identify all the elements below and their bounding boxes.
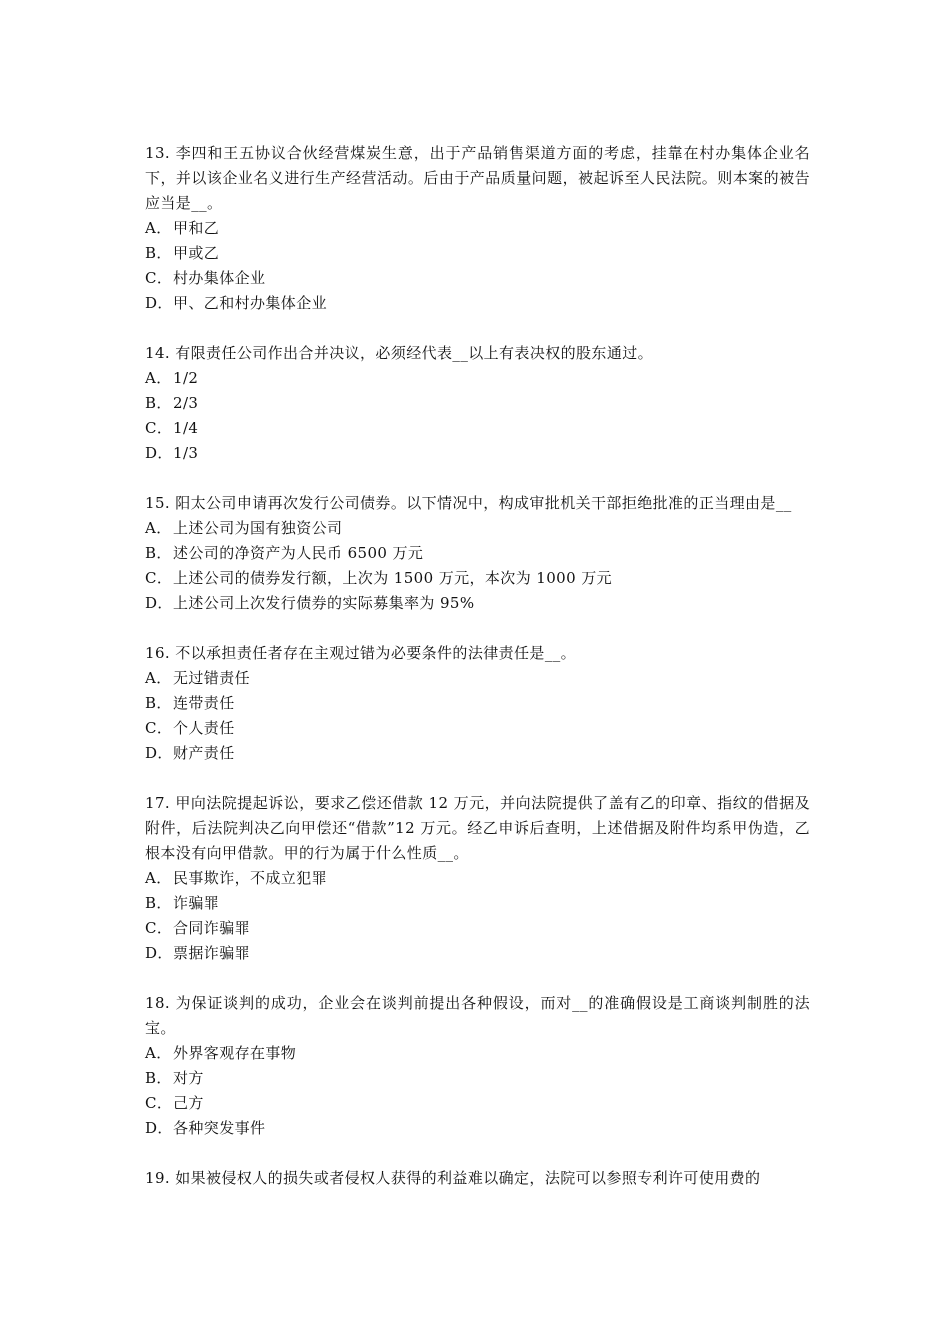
option-text: 上述公司上次发行债券的实际募集率为 95%: [173, 594, 475, 612]
option-text: 上述公司的债券发行额，上次为 1500 万元，本次为 1000 万元: [173, 569, 613, 587]
option-text: 票据诈骗罪: [173, 944, 251, 962]
option-letter: D．: [145, 294, 173, 312]
option-c: [145, 416, 810, 441]
option-text: 2/3: [173, 394, 199, 412]
option-text: 无过错责任: [173, 669, 251, 687]
option-letter: B．: [145, 544, 172, 562]
option-text: 甲和乙: [173, 219, 220, 237]
option-d: [145, 291, 810, 316]
option-a: [145, 366, 810, 391]
option-letter: B．: [145, 694, 172, 712]
option-b: [145, 1066, 810, 1091]
option-letter: B．: [145, 1069, 172, 1087]
option-letter: C．: [145, 719, 173, 737]
option-letter: B．: [145, 244, 172, 262]
option-a: [145, 516, 810, 541]
question-14: [145, 341, 810, 466]
option-b: [145, 541, 810, 566]
option-letter: B．: [145, 394, 172, 412]
option-c: [145, 566, 810, 591]
option-letter: D．: [145, 444, 173, 462]
option-a: [145, 1041, 810, 1066]
option-letter: D．: [145, 744, 173, 762]
option-letter: A．: [145, 519, 172, 537]
option-letter: A．: [145, 869, 172, 887]
option-letter: A．: [145, 219, 172, 237]
option-c: [145, 716, 810, 741]
option-letter: A．: [145, 669, 172, 687]
question-text: 18. 为保证谈判的成功，企业会在谈判前提出各种假设，而对__的准确假设是工商谈判制胜的法宝。: [145, 994, 810, 1037]
option-text: 财产责任: [173, 744, 235, 762]
question-19: [145, 1166, 810, 1191]
option-text: 甲、乙和村办集体企业: [173, 294, 328, 312]
option-d: [145, 941, 810, 966]
option-text: 1/4: [173, 419, 199, 437]
option-text: 连带责任: [173, 694, 235, 712]
option-a: [145, 216, 810, 241]
option-text: 个人责任: [173, 719, 235, 737]
question-15: [145, 491, 810, 616]
option-letter: D．: [145, 944, 173, 962]
option-text: 1/3: [173, 444, 199, 462]
option-a: [145, 866, 810, 891]
question-18: [145, 991, 810, 1141]
question-text: 15. 阳太公司申请再次发行公司债券。以下情况中，构成审批机关干部拒绝批准的正当理由是__: [145, 494, 792, 512]
document-page: [145, 141, 810, 1216]
option-letter: C．: [145, 919, 173, 937]
option-text: 村办集体企业: [173, 269, 266, 287]
option-d: [145, 441, 810, 466]
option-c: [145, 1091, 810, 1116]
option-c: [145, 266, 810, 291]
option-a: [145, 666, 810, 691]
option-text: 甲或乙: [173, 244, 220, 262]
question-16: [145, 641, 810, 766]
question-text: 13. 李四和王五协议合伙经营煤炭生意，出于产品销售渠道方面的考虑，挂靠在村办集体企业名下，并以该企业名义进行生产经营活动。后由于产品质量问题，被起诉至人民法院。则本案的被告应当是__。: [145, 144, 810, 212]
option-d: [145, 741, 810, 766]
option-b: [145, 691, 810, 716]
option-text: 1/2: [173, 369, 199, 387]
option-text: 诈骗罪: [173, 894, 220, 912]
option-text: 对方: [173, 1069, 204, 1087]
option-c: [145, 916, 810, 941]
question-17: [145, 791, 810, 966]
question-text: 19. 如果被侵权人的损失或者侵权人获得的利益难以确定，法院可以参照专利许可使用费的: [145, 1169, 761, 1187]
question-text: 17. 甲向法院提起诉讼，要求乙偿还借款 12 万元，并向法院提供了盖有乙的印章、指纹的借据及附件，后法院判决乙向甲偿还“借款”12 万元。经乙申诉后查明，上述借据及附件均系甲伪造，乙根本没有向甲借款。甲的行为属于什么性质__。: [145, 794, 810, 862]
option-letter: D．: [145, 594, 173, 612]
option-letter: B．: [145, 894, 172, 912]
option-letter: A．: [145, 1044, 172, 1062]
question-13: [145, 141, 810, 316]
option-b: [145, 391, 810, 416]
option-b: [145, 891, 810, 916]
option-text: 民事欺诈，不成立犯罪: [173, 869, 328, 887]
option-letter: C．: [145, 569, 173, 587]
question-text: 16. 不以承担责任者存在主观过错为必要条件的法律责任是__。: [145, 644, 577, 662]
option-text: 述公司的净资产为人民币 6500 万元: [173, 544, 424, 562]
option-letter: C．: [145, 1094, 173, 1112]
option-d: [145, 591, 810, 616]
option-text: 各种突发事件: [173, 1119, 266, 1137]
option-letter: A．: [145, 369, 172, 387]
option-letter: C．: [145, 269, 173, 287]
option-text: 己方: [173, 1094, 204, 1112]
option-d: [145, 1116, 810, 1141]
option-b: [145, 241, 810, 266]
option-text: 合同诈骗罪: [173, 919, 251, 937]
option-letter: D．: [145, 1119, 173, 1137]
option-text: 上述公司为国有独资公司: [173, 519, 343, 537]
option-letter: C．: [145, 419, 173, 437]
question-text: 14. 有限责任公司作出合并决议，必须经代表__以上有表决权的股东通过。: [145, 344, 654, 362]
option-text: 外界客观存在事物: [173, 1044, 297, 1062]
